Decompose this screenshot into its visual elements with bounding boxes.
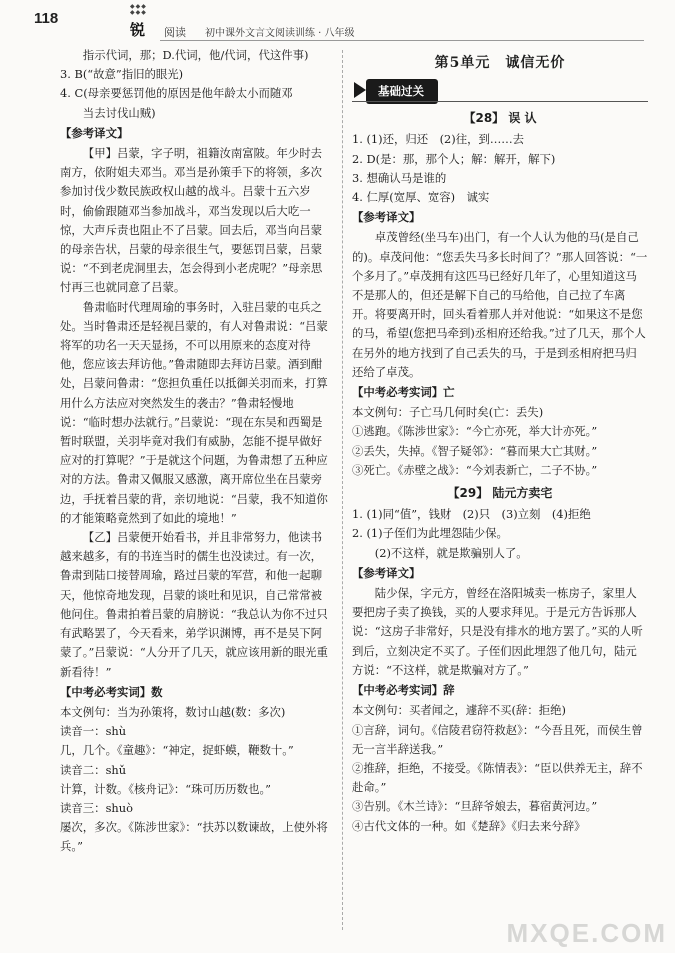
reading-1-meaning: 几，几个。《童趣》：“神定，捉虾蟆，鞭数十。” (60, 743, 294, 758)
brand-text: 阅读 (164, 26, 186, 39)
page-header (0, 0, 675, 46)
logo-glyph: 锐 (130, 21, 146, 39)
translation-jia: 【甲】吕蒙，字子明，祖籍汝南富陂。年少时去南方，依附姐夫邓当。邓当是孙策手下的将领，多次参加讨伐少数民族政权山越的战斗。吕蒙十五六岁时，偷偷跟随邓当参加战斗，邓当发现以后大吃一惊，大声斥责也阻止不了吕蒙。回去后，邓当向吕蒙的母亲告状，吕蒙的母亲很生气，要惩罚吕蒙，吕蒙说：“不到老虎洞里去，怎会得到小老虎呢？”母亲思忖再三也就同意了吕蒙。 (60, 146, 323, 295)
banner-arrow-icon (354, 82, 366, 98)
translation-yi: 【乙】吕蒙便开始看书，并且非常努力，他读书越来越多，有的书连当时的儒生也没读过。有一次，鲁肃到陆口接替周瑜，路过吕蒙的军营，和他一起聊天，他惊奇地发现，吕蒙的谈吐和见识，自己常常被他问住。鲁肃拍着吕蒙的肩膀说：“我总认为你不过只有武略罢了，今天看来，弟学识渊博，再不是吴下阿蒙了。”吕蒙说：“人分开了几天，就应该用新的眼光重新看待！” (60, 530, 328, 679)
page-number: 118 (34, 10, 59, 27)
reading-3: 读音三：shuò (60, 800, 133, 815)
translation-lusu: 鲁肃临时代理周瑜的事务时，入驻吕蒙的屯兵之处。当时鲁肃还是轻视吕蒙的，有人对鲁肃说：“吕蒙将军的功名一天天显扬，不可以用原来的态度对待他，您应该去拜访他。”鲁肃随即去拜访吕蒙。酒到酣处，吕蒙问鲁肃：“您担负重任以抵御关羽而来，打算用什么方法应对突然发生的袭击？”鲁肃轻慢地说：“临时想办法就行。”吕蒙说：“现在东吴和西蜀是暂时联盟，关羽毕竟对我们有威胁，怎能不提早做好应对的打算呢？”于是就这个问题，为鲁肃想了五种应对的方法。鲁肃又佩服又感激，离开席位坐在吕蒙旁边，手抚着吕蒙的背，亲切地说：“吕蒙，我不知道你的才能策略竟然到了如此的境地！” (60, 299, 328, 525)
answer-line: 指示代词，那；D.代词，他/代词，代这件事) (82, 48, 309, 62)
section-banner (352, 79, 648, 103)
right-column (352, 46, 648, 836)
left-column (60, 46, 332, 857)
section-reference-translation: 【参考译文】 (352, 210, 421, 225)
meaning-2: ②丢失，失掉。《智子疑邻》：“暮而果大亡其财。” (352, 443, 598, 458)
banner-label: 基础过关 (366, 79, 438, 104)
example-sentence: 本文例句：子亡马几何时矣(亡：丢失) (352, 405, 544, 420)
meaning-4: ④古代文体的一种。如《楚辞》《归去来兮辞》 (352, 818, 586, 833)
header-rule (160, 40, 644, 41)
answer-29-2-b: (2)不这样，就是欺骗别人了。 (374, 545, 528, 560)
reading-3-meaning: 屡次，多次。《陈涉世家》：“扶苏以数谏故，上使外将兵。” (60, 820, 328, 854)
series-title: 初中课外文言文阅读训练 · 八年级 (205, 28, 355, 39)
reading-2-meaning: 计算，计数。《核舟记》：“珠可历历数也。” (60, 781, 271, 796)
meaning-1: ①逃跑。《陈涉世家》：“今亡亦死，举大计亦死。” (352, 424, 598, 439)
answer-28-2: 2. D(是：那，那个人；解：解开，解下) (352, 151, 556, 166)
section-key-words: 【中考必考实词】亡 (352, 385, 455, 400)
example-sentence: 本文例句：当为孙策将，数讨山越(数：多次) (60, 704, 286, 719)
meaning-2: ②推辞，拒绝，不接受。《陈情表》：“臣以供养无主，辞不赴命。” (352, 760, 643, 795)
answer-29-2: 2. (1)子侄们为此埋怨陆少保。 (352, 526, 508, 541)
section-reference-translation: 【参考译文】 (60, 125, 129, 140)
section-key-words: 【中考必考实词】数 (60, 684, 163, 699)
meaning-3: ③死亡。《赤壁之战》：“今刘表新亡，二子不协。” (352, 462, 598, 477)
watermark: MXQE.COM (506, 918, 667, 948)
lesson-29-title: 【29】 陆元方卖宅 (447, 486, 553, 501)
translation-28: 卓茂曾经(坐马车)出门，有一个人认为他的马(是自己的)。卓茂问他：“您丢失马多长时间了？”那人回答说：“一个多月了。”卓茂拥有这匹马已经好几年了，心里知道这马不是那人的，但还是解下自己的马给他，自己拉了车离开。将要离开时，回头看着那人并对他说：“如果这不是您的马，希望(您把马牵到)丞相府还给我。”过了几天，那个人在另外的地方找到了自己丢失的马，于是到丞相府把马归还给了卓茂。 (352, 230, 648, 379)
answer-3: 3. B(“故意”指旧的眼光) (60, 67, 184, 82)
section-reference-translation: 【参考译文】 (352, 565, 421, 580)
answer-29-1: 1. (1)同“值”，钱财 (2)只 (3)立刻 (4)拒绝 (352, 507, 591, 522)
answer-28-3: 3. 想确认马是谁的 (352, 170, 447, 185)
meaning-3: ③告别。《木兰诗》：“旦辞爷娘去，暮宿黄河边。” (352, 799, 598, 814)
example-sentence: 本文例句：买者闻之，遽辞不买(辞：拒绝) (352, 703, 566, 718)
column-divider (342, 50, 343, 930)
unit-title: 第5单元 诚信无价 (434, 55, 566, 71)
banner-rule (352, 101, 648, 102)
meaning-1: ①言辞，词句。《信陵君窃符救赵》：“今吾且死，而侯生曾无一言半辞送我。” (352, 722, 643, 756)
translation-29: 陆少保，字元方，曾经在洛阳城卖一栋房子，家里人要把房子卖了换钱，买的人要求拜见。于是元方告诉那人说：“这房子非常好，只是没有排水的地方罢了。”买的人听到后，立刻决定不买了。子侄们因此埋怨了他几句，陆元方说：“不这样，就是欺骗对方了。” (352, 586, 643, 677)
reading-1: 读音一：shù (60, 724, 127, 739)
answer-28-4: 4. 仁厚(宽厚、宽容) 诚实 (352, 190, 490, 205)
brand-logo (130, 4, 160, 38)
lesson-28-title: 【28】 误 认 (463, 111, 537, 126)
answer-28-1: 1. (1)还，归还 (2)往，到……去 (352, 132, 525, 147)
reading-2: 读音二：shǔ (60, 762, 127, 777)
answer-4-cont: 当去讨伐山贼) (82, 105, 156, 120)
section-key-words: 【中考必考实词】辞 (352, 683, 455, 698)
answer-4: 4. C(母亲要惩罚他的原因是他年龄太小而随邓 (60, 86, 293, 101)
logo-dots: ◆◆◆ ◆◆◆ (130, 3, 147, 16)
